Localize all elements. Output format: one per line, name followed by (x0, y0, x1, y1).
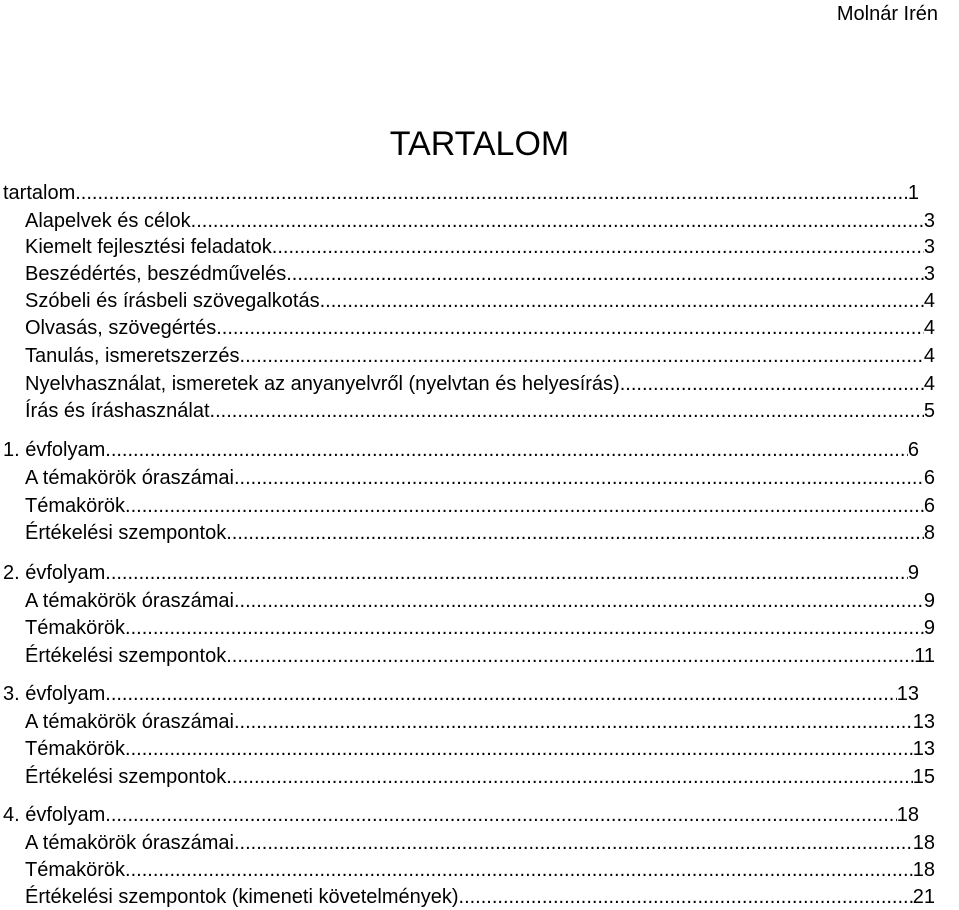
toc-entry[interactable] (25, 371, 935, 397)
toc-dot-leader (125, 615, 924, 641)
toc-dot-leader (210, 398, 924, 424)
toc-entry-title: 4. évfolyam (3, 804, 106, 826)
toc-entry-page-number: 9 (923, 590, 935, 612)
toc-entry[interactable] (3, 802, 919, 828)
toc-entry[interactable] (3, 437, 919, 463)
toc-dot-leader (125, 857, 913, 883)
toc-entry-page-number: 3 (923, 236, 935, 258)
toc-entry-page-number: 9 (923, 617, 935, 639)
toc-entry-title: Értékelési szempontok (25, 645, 227, 667)
toc-entry-page-number: 6 (907, 439, 919, 461)
toc-entry-page-number: 6 (923, 467, 935, 489)
toc-dot-leader (191, 208, 924, 234)
toc-entry[interactable] (25, 857, 935, 883)
toc-entry-title: Beszédértés, beszédművelés (25, 263, 287, 285)
toc-entry-title: A témakörök óraszámai (25, 590, 234, 612)
page-title: TARTALOM (389, 125, 570, 163)
toc-entry[interactable] (25, 643, 935, 669)
toc-entry-page-number: 4 (923, 373, 935, 395)
toc-dot-leader (234, 588, 924, 614)
toc-entry-title: Értékelési szempontok (kimeneti követelmények) (25, 886, 459, 908)
toc-entry[interactable] (25, 615, 935, 641)
toc-entry-title: Alapelvek és célok (25, 210, 191, 232)
toc-dot-leader (105, 802, 896, 828)
toc-entry-page-number: 3 (923, 210, 935, 232)
toc-dot-leader (286, 261, 924, 287)
toc-entry-page-number: 8 (923, 522, 935, 544)
toc-entry[interactable] (25, 736, 935, 762)
toc-entry-page-number: 18 (912, 832, 935, 854)
toc-dot-leader (620, 371, 924, 397)
toc-entry-page-number: 4 (923, 345, 935, 367)
toc-entry-page-number: 11 (914, 645, 935, 667)
toc-entry-page-number: 6 (923, 495, 935, 517)
toc-dot-leader (75, 180, 908, 206)
toc-entry-page-number: 3 (923, 263, 935, 285)
toc-entry-page-number: 4 (923, 317, 935, 339)
toc-entry[interactable] (25, 261, 935, 287)
toc-entry[interactable] (25, 764, 935, 790)
toc-entry-page-number: 18 (896, 804, 919, 826)
toc-entry-title: Témakörök (25, 617, 126, 639)
toc-entry-page-number: 13 (912, 711, 935, 733)
toc-entry[interactable] (3, 560, 919, 586)
toc-entry-title: Értékelési szempontok (25, 522, 227, 544)
toc-entry-page-number: 13 (896, 683, 919, 705)
toc-entry-page-number: 1 (907, 182, 919, 204)
toc-entry[interactable] (25, 884, 935, 910)
toc-entry-page-number: 5 (923, 400, 935, 422)
toc-entry-title: Értékelési szempontok (25, 766, 227, 788)
toc-entry-page-number: 4 (923, 290, 935, 312)
header-author: Molnár Irén (836, 3, 938, 25)
toc-dot-leader (234, 465, 924, 491)
toc-entry[interactable] (3, 681, 919, 707)
toc-entry[interactable] (25, 208, 935, 234)
toc-entry-title: Nyelvhasználat, ismeretek az anyanyelvről (nyelvtan és helyesírás) (25, 373, 620, 395)
toc-entry[interactable] (3, 180, 919, 206)
toc-entry[interactable] (25, 234, 935, 260)
toc-entry-title: 2. évfolyam (3, 562, 106, 584)
toc-entry-title: 1. évfolyam (3, 439, 106, 461)
toc-entry[interactable] (25, 493, 935, 519)
toc-dot-leader (240, 343, 924, 369)
toc-dot-leader (459, 884, 913, 910)
toc-entry[interactable] (25, 520, 935, 546)
toc-entry-title: Kiemelt fejlesztési feladatok (25, 236, 272, 258)
toc-entry[interactable] (25, 709, 935, 735)
toc-dot-leader (234, 709, 913, 735)
toc-entry-title: Tanulás, ismeretszerzés (25, 345, 240, 367)
toc-entry[interactable] (25, 588, 935, 614)
toc-entry-title: Szóbeli és írásbeli szövegalkotás (25, 290, 320, 312)
toc-entry-title: Témakörök (25, 738, 126, 760)
toc-entry[interactable] (25, 830, 935, 856)
toc-entry-title: A témakörök óraszámai (25, 832, 234, 854)
toc-entry[interactable] (25, 465, 935, 491)
toc-entry-page-number: 13 (912, 738, 935, 760)
toc-dot-leader (320, 288, 924, 314)
toc-entry-title: A témakörök óraszámai (25, 711, 234, 733)
toc-dot-leader (226, 643, 914, 669)
toc-dot-leader (105, 437, 908, 463)
toc-dot-leader (105, 560, 908, 586)
toc-dot-leader (125, 493, 924, 519)
toc-entry-title: tartalom (3, 182, 76, 204)
toc-dot-leader (125, 736, 913, 762)
toc-entry-page-number: 18 (912, 859, 935, 881)
toc-dot-leader (234, 830, 913, 856)
toc-entry-title: Témakörök (25, 859, 126, 881)
toc-entry-page-number: 9 (907, 562, 919, 584)
toc-entry-title: Írás és íráshasználat (25, 400, 210, 422)
toc-dot-leader (226, 764, 913, 790)
toc-dot-leader (216, 315, 924, 341)
toc-dot-leader (105, 681, 896, 707)
toc-entry-page-number: 15 (912, 766, 935, 788)
toc-entry-page-number: 21 (912, 886, 935, 908)
toc-entry[interactable] (25, 343, 935, 369)
toc-entry-title: Olvasás, szövegértés (25, 317, 217, 339)
toc-entry[interactable] (25, 288, 935, 314)
toc-dot-leader (226, 520, 924, 546)
toc-dot-leader (272, 234, 924, 260)
toc-entry[interactable] (25, 315, 935, 341)
toc-entry-title: A témakörök óraszámai (25, 467, 234, 489)
toc-entry-title: Témakörök (25, 495, 126, 517)
toc-entry-title: 3. évfolyam (3, 683, 106, 705)
toc-entry[interactable] (25, 398, 935, 424)
